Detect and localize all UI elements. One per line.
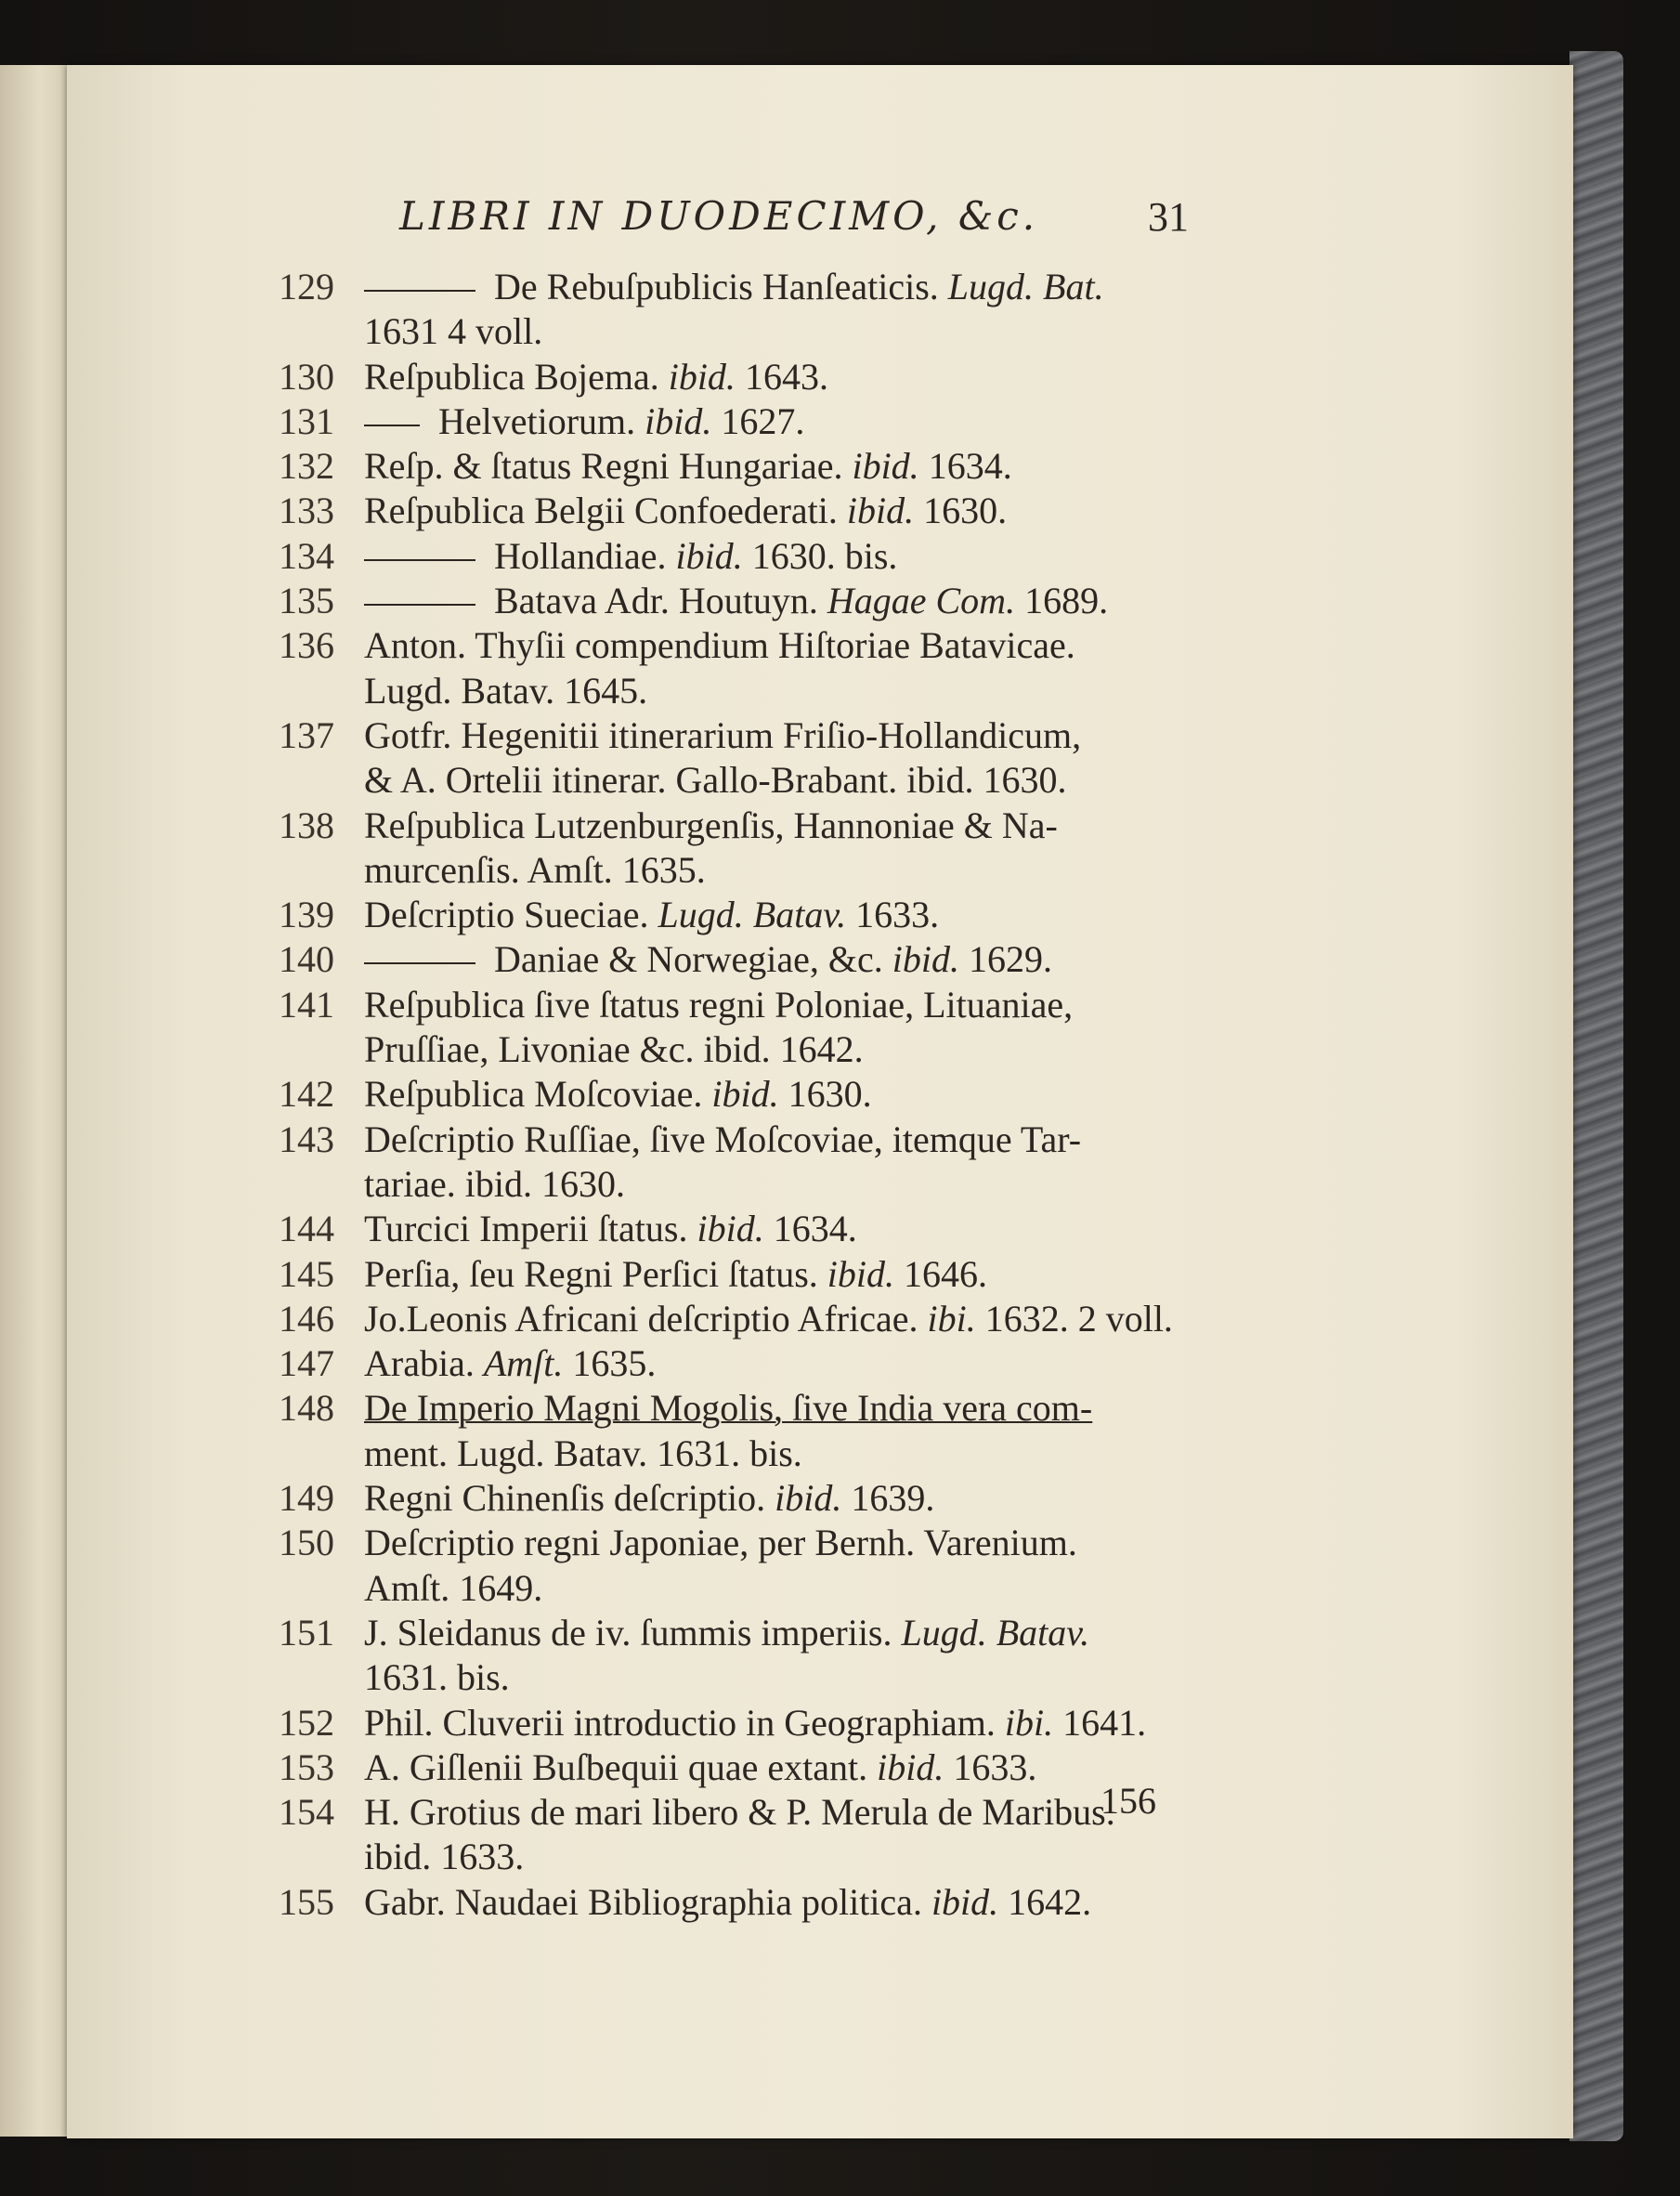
entry-number: 143 (279, 1118, 334, 1160)
entry-place: Amſt. (483, 1342, 564, 1385)
entry-place: ibi. (1004, 1701, 1054, 1744)
entry-number: 148 (279, 1387, 334, 1430)
entry-number: 154 (279, 1791, 334, 1834)
entry-title: Deſcriptio Ruſſiae, ſive Moſcoviae, itemque Tar- (364, 1118, 1082, 1160)
entry-continuation: Lugd. Batav. 1645. (364, 669, 648, 712)
entry-number: 137 (279, 713, 334, 756)
entry-place: ibid. (877, 1745, 944, 1788)
catalogue-entry (279, 1521, 1189, 1611)
entry-number: 142 (279, 1073, 334, 1116)
catalogue-entry (279, 1252, 1189, 1297)
entry-line (364, 265, 1189, 309)
running-title: LIBRI IN DUODECIMO, &c. (399, 193, 1039, 239)
entry-place: ibid. (697, 1208, 764, 1250)
entry-place: ibid. (668, 355, 736, 398)
entry-number: 145 (279, 1252, 334, 1295)
entry-line (364, 983, 1189, 1027)
entry-continuation: murcenſis. Amſt. 1635. (364, 848, 706, 891)
entry-title: Reſpublica Belgii Confoederati. (364, 490, 838, 532)
entry-number: 134 (279, 534, 334, 577)
entry-continuation: Amſt. 1649. (364, 1566, 543, 1609)
catalogue-entry (279, 1790, 1189, 1880)
entry-number: 146 (279, 1297, 334, 1340)
entry-date: 1641. (1062, 1701, 1147, 1744)
catalogue-entry (279, 804, 1189, 894)
entry-line (364, 579, 1189, 623)
catalogue-entry (279, 1880, 1189, 1925)
catalogue-entry (279, 399, 1189, 444)
catalogue-entry (279, 1701, 1189, 1745)
entry-number: 150 (279, 1522, 334, 1564)
entry-place: ibid. (846, 490, 915, 532)
catalogue-entry (279, 579, 1189, 623)
entry-place: Lugd. Batav. (901, 1611, 1090, 1654)
catalogue-entry (279, 534, 1189, 579)
entry-place: ibid. (675, 534, 743, 577)
entry-title: Deſcriptio Sueciae. (364, 894, 649, 936)
entry-place: Lugd. Bat. (947, 266, 1104, 307)
entry-title: Arabia. (364, 1342, 475, 1385)
entry-continuation: 1631. bis. (364, 1656, 510, 1699)
entry-line (364, 355, 1189, 399)
entry-line (364, 399, 1189, 444)
entry-title: Turcici Imperii ſtatus. (364, 1208, 688, 1250)
entry-title: Batava Adr. Houtuyn. (494, 580, 818, 622)
book-cover-edge (1569, 51, 1623, 2141)
entry-title: Reſp. & ſtatus Regni Hungariae. (364, 445, 843, 488)
entry-place: ibid. (892, 938, 959, 981)
entry-number: 151 (279, 1611, 334, 1654)
entry-date: 1633. (855, 894, 940, 936)
entry-title: Helvetiorum. (438, 399, 636, 442)
entry-number: 147 (279, 1342, 334, 1385)
entry-continuation: & A. Ortelii itinerar. Gallo-Brabant. ibid. 1630. (364, 759, 1067, 802)
entry-title: Phil. Cluverii introductio in Geographiam. (364, 1701, 996, 1744)
entry-line (364, 1118, 1189, 1162)
entry-date: 1639. (851, 1477, 935, 1520)
ditto-dash (364, 604, 475, 606)
entry-line (364, 1386, 1189, 1431)
entry-line (364, 623, 1189, 668)
entry-title: De Imperio Magni Mogolis, ſive India vera com- (364, 1387, 1093, 1430)
entry-title: A. Giſlenii Buſbequii quae extant. (364, 1745, 868, 1788)
entry-title: Reſpublica ſive ſtatus regni Poloniae, Lituaniae, (364, 983, 1074, 1026)
entry-line (364, 1880, 1189, 1925)
catalogue-entry (279, 1745, 1189, 1790)
entry-number: 139 (279, 894, 334, 936)
entry-date: 1629. (968, 938, 1052, 981)
catalogue-entry (279, 1207, 1189, 1251)
entry-date: 1627. (721, 399, 805, 442)
entry-number: 138 (279, 804, 334, 846)
entry-number: 130 (279, 355, 334, 398)
entry-continuation: ibid. 1633. (364, 1836, 525, 1878)
ditto-dash (364, 425, 420, 426)
entry-date: 1632. 2 voll. (984, 1297, 1173, 1340)
entry-date: 1634. (773, 1208, 857, 1250)
entry-line (364, 1072, 1189, 1117)
entry-line (364, 1701, 1189, 1745)
entry-line (364, 893, 1189, 937)
catalogue-entry (279, 489, 1189, 533)
entry-date: 1646. (904, 1252, 988, 1295)
entry-title: Hollandiae. (494, 534, 667, 577)
entry-title: Regni Chinenſis deſcriptio. (364, 1477, 766, 1520)
entry-title: Reſpublica Moſcoviae. (364, 1073, 703, 1116)
entry-place: Hagae Com. (827, 580, 1016, 622)
entry-line (364, 1790, 1189, 1835)
running-header (399, 193, 1189, 249)
catalogue-list (279, 265, 1189, 1925)
entry-number: 131 (279, 399, 334, 442)
catalogue-entry (279, 355, 1189, 399)
entry-title: Daniae & Norwegiae, &c. (494, 938, 883, 981)
catalogue-entry (279, 893, 1189, 937)
entry-line (364, 1611, 1189, 1655)
entry-title: Jo.Leonis Africani deſcriptio Africae. (364, 1297, 918, 1340)
entry-title: Perſia, ſeu Regni Perſici ſtatus. (364, 1252, 818, 1295)
entry-place: ibid. (852, 445, 919, 488)
entry-line (364, 1297, 1189, 1341)
entry-line (364, 489, 1189, 533)
catalogue-entry (279, 1476, 1189, 1521)
entry-title: Gabr. Naudaei Bibliographia politica. (364, 1880, 922, 1923)
entry-line (364, 1476, 1189, 1521)
page-number: 31 (1148, 194, 1189, 240)
entry-date: 1630. bis. (751, 534, 898, 577)
catalogue-entry (279, 937, 1189, 982)
entry-date: 1630. (923, 490, 1008, 532)
entry-number: 135 (279, 580, 334, 622)
entry-continuation: tariae. ibid. 1630. (364, 1162, 626, 1205)
entry-place: ibid. (827, 1252, 895, 1295)
entry-place: ibi. (927, 1297, 976, 1340)
catalogue-entry (279, 444, 1189, 489)
entry-place: Lugd. Batav. (658, 894, 847, 936)
entry-date: 1635. (572, 1342, 657, 1385)
ditto-dash (364, 290, 475, 292)
entry-number: 153 (279, 1745, 334, 1788)
entry-number: 129 (279, 266, 334, 307)
entry-continuation: 1631 4 voll. (364, 310, 543, 353)
entry-line (364, 1207, 1189, 1251)
entry-place: ibid. (645, 399, 712, 442)
entry-title: H. Grotius de mari libero & P. Merula de Maribus. (364, 1791, 1115, 1834)
ditto-dash (364, 962, 475, 964)
entry-number: 136 (279, 624, 334, 667)
entry-date: 1642. (1008, 1880, 1092, 1923)
entry-number: 149 (279, 1477, 334, 1520)
entry-number: 141 (279, 983, 334, 1026)
catalogue-entry (279, 623, 1189, 713)
entry-title: J. Sleidanus de iv. ſummis imperiis. (364, 1611, 892, 1654)
entry-date: 1643. (744, 355, 828, 398)
catalogue-entry (279, 1118, 1189, 1208)
entry-number: 132 (279, 445, 334, 488)
entry-place: ibid. (775, 1477, 842, 1520)
entry-line (364, 804, 1189, 848)
entry-number: 133 (279, 490, 334, 532)
entry-line (364, 534, 1189, 579)
entry-line (364, 1745, 1189, 1790)
catalogue-entry (279, 1072, 1189, 1117)
catalogue-entry (279, 983, 1189, 1073)
entry-continuation: ment. Lugd. Batav. 1631. bis. (364, 1431, 802, 1474)
entry-number: 140 (279, 938, 334, 981)
entry-place: ibid. (931, 1880, 999, 1923)
entry-number: 152 (279, 1701, 334, 1744)
entry-continuation: Pruſſiae, Livoniae &c. ibid. 1642. (364, 1028, 864, 1071)
catalogue-entry (279, 1611, 1189, 1701)
facing-page-edge (0, 65, 69, 2137)
entry-line (364, 444, 1189, 489)
entry-title: De Rebuſpublicis Hanſeaticis. (494, 266, 939, 307)
catalogue-entry (279, 1386, 1189, 1476)
entry-date: 1634. (928, 445, 1012, 488)
entry-number: 144 (279, 1208, 334, 1250)
entry-title: Reſpublica Bojema. (364, 355, 659, 398)
ditto-dash (364, 559, 475, 561)
entry-line (364, 937, 1189, 982)
entry-line (364, 1252, 1189, 1297)
catalogue-entry (279, 1341, 1189, 1386)
entry-title: Deſcriptio regni Japoniae, per Bernh. Varenium. (364, 1522, 1077, 1564)
entry-title: Anton. Thyſii compendium Hiſtoriae Batavicae. (364, 624, 1075, 667)
entry-date: 1630. (788, 1073, 872, 1116)
entry-date: 1633. (953, 1745, 1037, 1788)
entry-date: 1689. (1024, 580, 1109, 622)
entry-line (364, 1341, 1189, 1386)
entry-place: ibid. (711, 1073, 779, 1116)
entry-line (364, 1521, 1189, 1565)
entry-title: Reſpublica Lutzenburgenſis, Hannoniae & Na- (364, 804, 1058, 846)
catalogue-entry (279, 713, 1189, 804)
catchword: 156 (1100, 1780, 1156, 1822)
entry-number: 155 (279, 1880, 334, 1923)
entry-title: Gotfr. Hegenitii itinerarium Friſio-Hollandicum, (364, 713, 1082, 756)
catalogue-entry (279, 265, 1189, 355)
catalogue-entry (279, 1297, 1189, 1341)
entry-line (364, 713, 1189, 758)
